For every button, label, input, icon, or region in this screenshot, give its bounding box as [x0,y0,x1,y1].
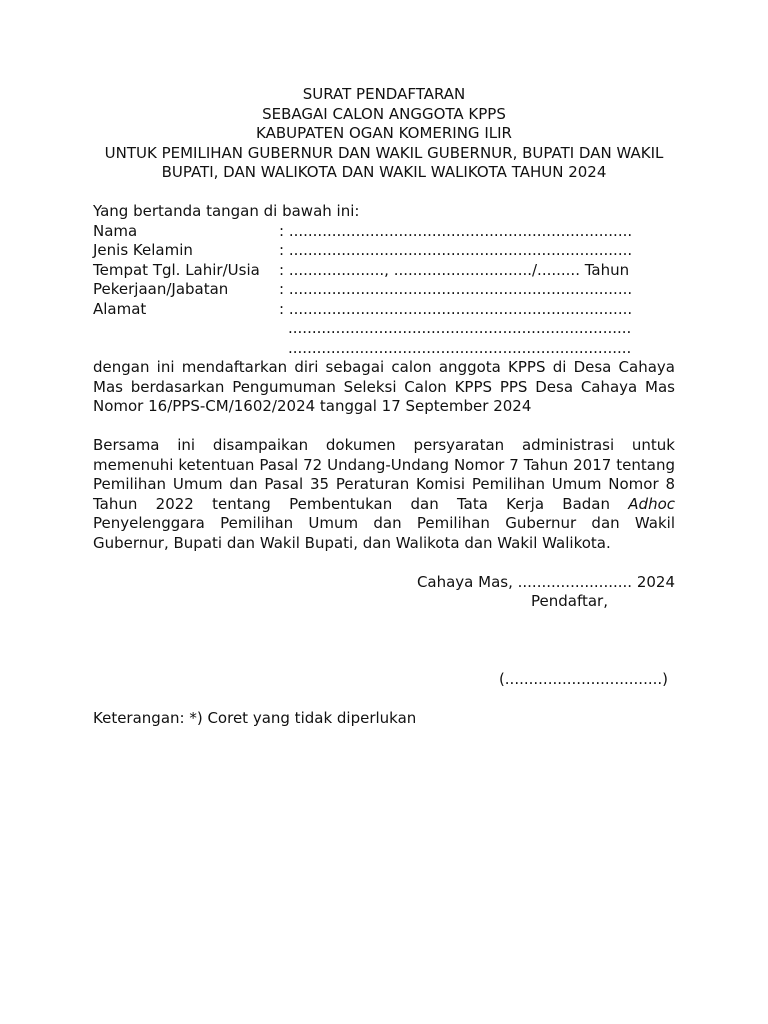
field-value: : ...................., ............................./......... Tahun [279,260,630,279]
field-value: : ........................................................................ [279,280,633,298]
address-continuation-line: ........................................................................ [288,338,632,357]
address-continuation-line: ........................................................................ [288,319,632,337]
field-label: Jenis Kelamin [93,241,193,259]
title-line-4: UNTUK PEMILIHAN GUBERNUR DAN WAKIL GUBERNUR, BUPATI DAN WAKIL [104,143,664,162]
field-value: : ........................................................................ [279,299,633,318]
signer-role: Pendaftar, [531,592,608,610]
italic-term: Adhoc [628,494,675,513]
identity-fields [93,222,675,359]
field-nama [93,222,675,242]
title-line-5: BUPATI, DAN WALIKOTA DAN WAKIL WALIKOTA TAHUN 2024 [161,163,607,181]
document-submission-paragraph [93,436,675,553]
field-label: Alamat [93,299,147,318]
field-tempat-tgl-lahir [93,261,675,281]
registration-statement: dengan ini mendaftarkan diri sebagai calon anggota KPPS di Desa Cahaya Mas berdasarkan Pengumuman Seleksi Calon KPPS PPS Desa Cahaya Mas Nomor 16/PPS-CM/1602/2024 tanggal 17 September 2024 [93,358,675,415]
field-jenis-kelamin [93,241,675,261]
field-label: Pekerjaan/Jabatan [93,280,229,298]
signature-space [93,612,675,670]
field-label: Nama [93,221,138,240]
paragraph-text: Penyelenggara Pemilihan Umum dan Pemilihan Gubernur dan Wakil Gubernur, Bupati dan Wakil Bupati, dan Walikota dan Wakil Walikota. [93,514,675,552]
title-line-1: SURAT PENDAFTARAN [302,85,466,103]
field-alamat [93,300,675,320]
signature-name-line: (.................................) [498,669,668,688]
field-value: : ........................................................................ [279,241,633,259]
footnote: Keterangan: *) Coret yang tidak diperlukan [93,708,417,727]
title-line-2: SEBAGAI CALON ANGGOTA KPPS [262,104,506,123]
field-value: : ........................................................................ [279,221,633,240]
field-pekerjaan [93,280,675,300]
place-date: Cahaya Mas, ........................ 2024 [416,572,675,591]
paragraph-text: Bersama ini disampaikan dokumen persyaratan administrasi untuk memenuhi ketentuan Pasal 72 Undang-Undang Nomor 7 Tahun 2017 tentang Pemilihan Umum dan Pasal 35 Peraturan Komisi Pemilihan Umum Nomor 8 Tahun 2022 tentang Pembentukan dan Tata Kerja Badan [93,436,675,513]
field-label: Tempat Tgl. Lahir/Usia [93,260,260,279]
title-line-3: KABUPATEN OGAN KOMERING ILIR [256,124,512,142]
registration-letter [93,85,675,728]
intro-text: Yang bertanda tangan di bawah ini: [93,202,360,220]
letter-title [93,85,675,183]
